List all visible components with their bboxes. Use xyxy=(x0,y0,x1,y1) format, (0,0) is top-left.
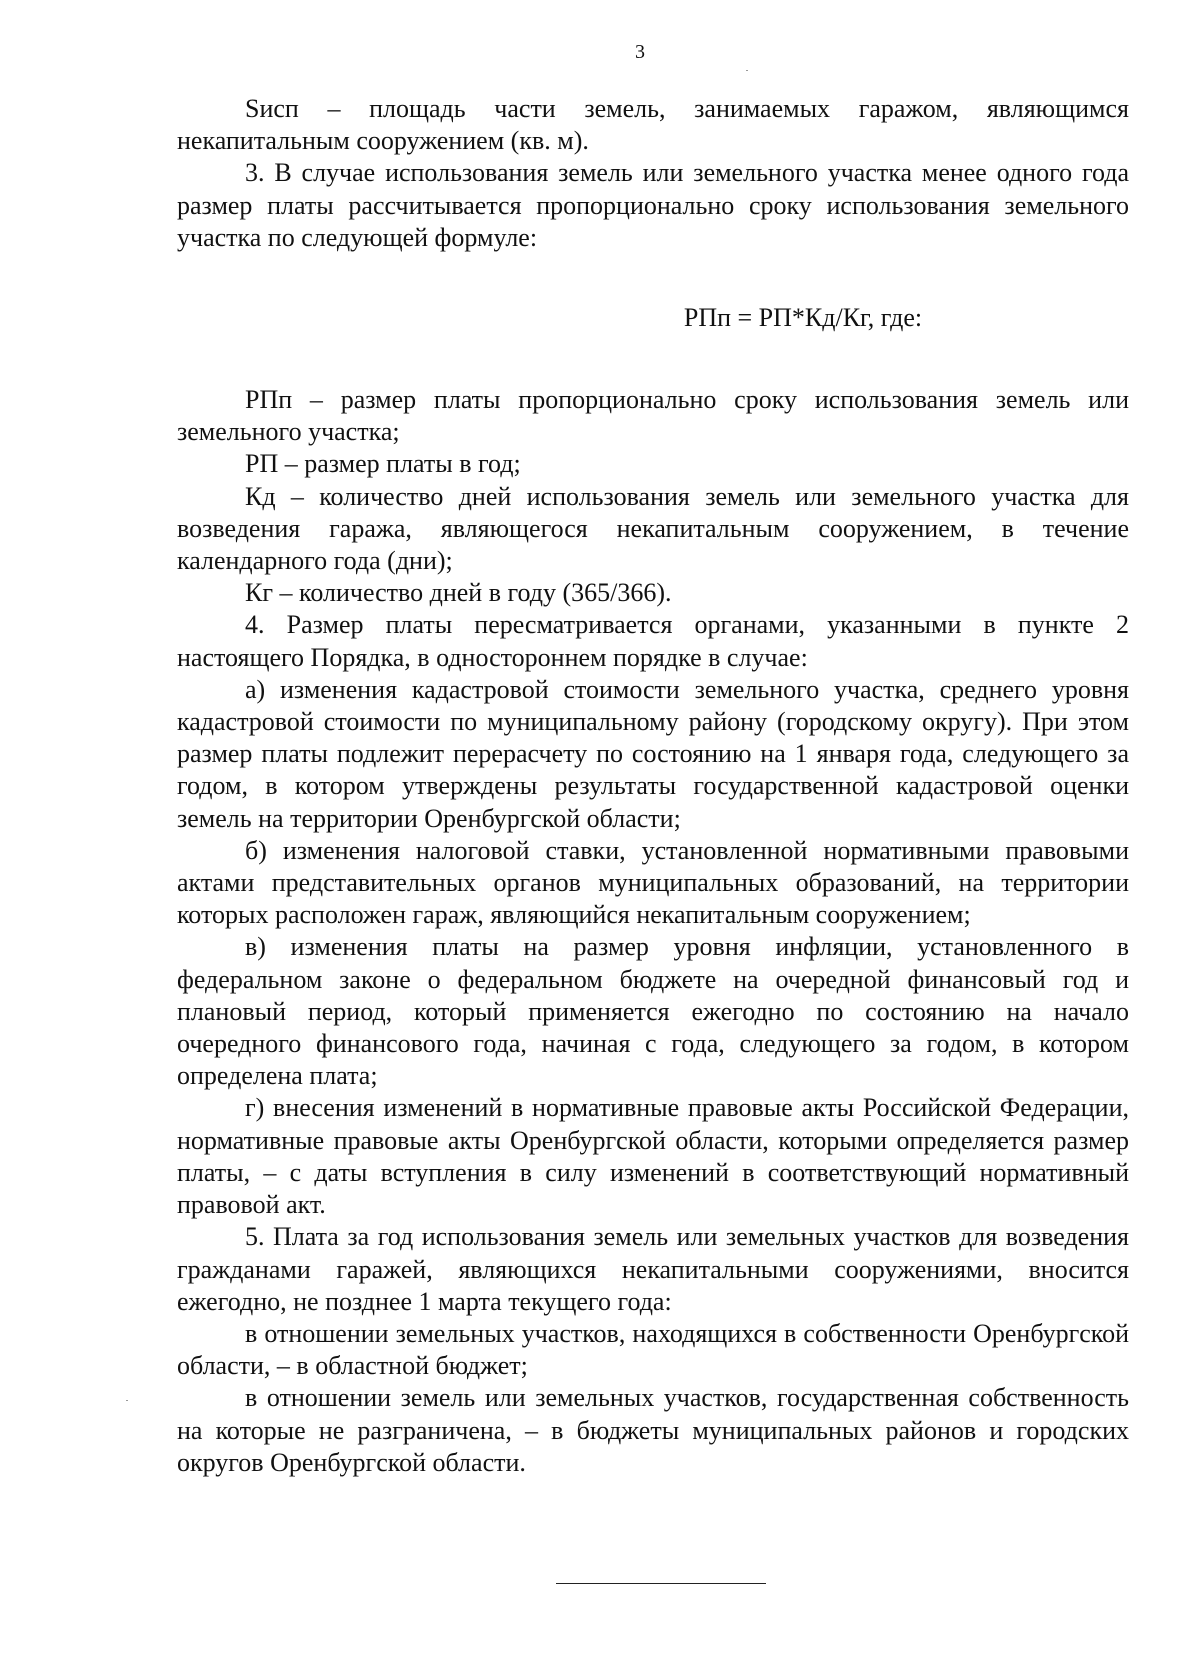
paragraph-rpp-definition: РПп – размер платы пропорционально сроку использования земель или земельного участка; xyxy=(177,385,1129,447)
paragraph-kd-definition: Кд – количество дней использования земель или земельного участка для возведения гаража, являющегося некапитальным сооружением, в течение календарного года (дни); xyxy=(177,481,1129,576)
paragraph-kg-definition: Кг – количество дней в году (365/366). xyxy=(245,578,672,608)
paragraph-item-5-regional: в отношении земельных участков, находящихся в собственности Оренбургской области, – в областной бюджет; xyxy=(177,1318,1129,1381)
paragraph-item-4: 4. Размер платы пересматривается органами, указанными в пункте 2 настоящего Порядка, в одностороннем порядке в случае: xyxy=(177,610,1129,672)
scan-speck xyxy=(126,1400,128,1401)
paragraph-item-5: 5. Плата за год использования земель или земельных участков для возведения гражданами гаражей, являющихся некапитальными сооружениями, вносится ежегодно, не позднее 1 марта текущего года: xyxy=(177,1222,1129,1316)
page-number: 3 xyxy=(635,41,645,63)
document-body xyxy=(177,93,1129,1479)
scan-speck xyxy=(746,70,748,71)
end-divider-line xyxy=(556,1583,766,1584)
paragraph-item-4b: б) изменения налоговой ставки, установленной нормативными правовыми актами представительных органов муниципальных образований, на территории которых расположен гараж, являющийся некапитальным сооружением; xyxy=(177,835,1129,930)
paragraph-item-4v: в) изменения платы на размер уровня инфляции, установленного в федеральном законе о федеральном бюджете на очередной финансовый год и плановый период, который применяется ежегодно по состоянию на начало очередного финансового года, начиная с года, следующего за годом, в котором определена плата; xyxy=(177,932,1129,1091)
paragraph-sisp-definition: Sисп – площадь части земель, занимаемых гаражом, являющимся некапитальным сооружением (кв. м). xyxy=(177,94,1129,156)
paragraph-item-3: 3. В случае использования земель или земельного участка менее одного года размер платы рассчитывается пропорционально сроку использования земельного участка по следующей формуле: xyxy=(177,158,1129,252)
paragraph-item-4g: г) внесения изменений в нормативные правовые акты Российской Федерации, нормативные правовые акты Оренбургской области, которыми определяется размер платы, – с даты вступления в силу изменений в соответствующий нормативный правовой акт. xyxy=(177,1093,1129,1220)
paragraph-item-4a: а) изменения кадастровой стоимости земельного участка, среднего уровня кадастровой стоимости по муниципальному району (городскому округу). При этом размер платы подлежит перерасчету по состоянию на 1 января года, следующего за годом, в котором утверждены результаты государственной кадастровой оценки земель на территории Оренбургской области; xyxy=(177,674,1129,833)
paragraph-item-5-municipal: в отношении земель или земельных участков, государственная собственность на которые не разграничена, – в бюджеты муниципальных районов и городских округов Оренбургской области. xyxy=(177,1383,1129,1477)
paragraph-rp-definition: РП – размер платы в год; xyxy=(245,449,521,479)
formula: РПп = РП*Кд/Кг, где: xyxy=(683,303,923,333)
